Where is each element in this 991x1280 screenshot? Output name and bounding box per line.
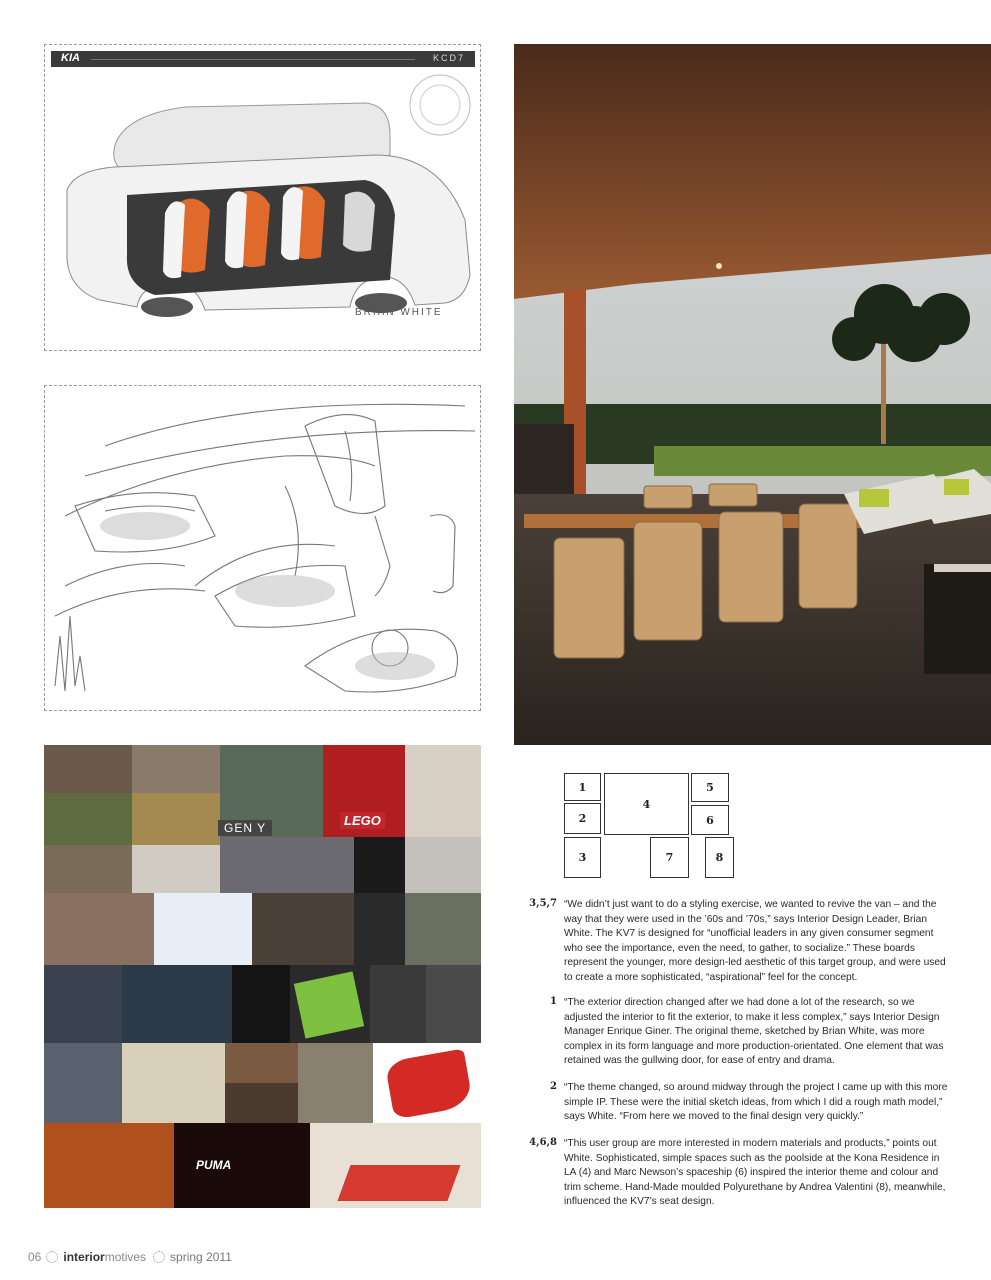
moodboard-photo	[122, 1043, 225, 1123]
key-box-5: 5	[691, 773, 729, 802]
key-box-3: 3	[564, 837, 601, 878]
caption-paragraph-1: “The exterior direction changed after we had done a lot of the research, so we adjusted the interior to fit the exterior, to make it less complex,” says Interior Design Manager Enrique Giner. The original theme, sketched by Brian White, was more complex in its form language and more production-orientated. One element that was retained was the gullwing door, for ease of entry and drama.	[564, 997, 944, 1067]
moodboard-photo	[405, 893, 481, 965]
gen-y-moodboard	[44, 745, 481, 1208]
moodboard-photo	[44, 1043, 122, 1123]
caption-ref-3-5-7: 3,5,7	[529, 898, 557, 909]
page-number: 06	[28, 1250, 42, 1264]
moodboard-photo	[44, 845, 132, 893]
moodboard-photo	[44, 793, 132, 845]
model-code: KCD7	[432, 53, 465, 63]
magazine-name-bold: interior	[63, 1250, 105, 1264]
moodboard-photo	[132, 745, 220, 793]
key-box-4: 4	[604, 773, 689, 835]
moodboard-photo	[225, 1043, 298, 1083]
gen-y-label: GEN Y	[218, 820, 272, 836]
dotted-circle-icon	[153, 1251, 165, 1263]
lego-logo: LEGO	[340, 812, 385, 829]
caption-paragraph-4-6-8: “This user group are more interested in modern materials and products,” points out White. Sophisticated, simple spaces such as the poolside at the Kona Residence in LA (4) and Marc Newson’s spaceship (6) inspired the interior theme and colour and trim scheme. Hand-Made moulded Polyurethane by Andrea Valentini (8), meanwhile, influenced the KV7’s seat design.	[564, 1138, 946, 1208]
moodboard-photo	[232, 965, 290, 1043]
moodboard-photo	[426, 965, 481, 1043]
caption-ref-4-6-8: 4,6,8	[529, 1137, 557, 1148]
moodboard-photo	[154, 893, 252, 965]
red-seat-photo	[337, 1165, 460, 1201]
page-footer	[28, 1248, 232, 1266]
moodboard-photo	[225, 1083, 298, 1123]
kia-logo: KIA	[61, 52, 80, 64]
moodboard-photo	[354, 837, 405, 893]
image-layout-key	[564, 773, 734, 878]
issue-label: spring 2011	[170, 1250, 232, 1264]
caption-ref-1: 1	[550, 996, 557, 1007]
moodboard-photo	[405, 745, 481, 837]
moodboard-photo	[44, 745, 132, 793]
moodboard-photo	[44, 1123, 174, 1208]
terrace-illustration	[514, 44, 991, 745]
car-cutaway-illustration	[45, 45, 481, 351]
key-box-7: 7	[650, 837, 689, 878]
moodboard-photo	[122, 965, 232, 1043]
key-box-2: 2	[564, 803, 601, 834]
moodboard-photo	[298, 1043, 373, 1123]
car-render-panel	[44, 44, 481, 351]
interior-sketch-panel	[44, 385, 481, 711]
key-box-6: 6	[691, 805, 729, 835]
moodboard-photo	[370, 965, 426, 1043]
moodboard-photo	[44, 965, 122, 1043]
puma-logo: PUMA	[196, 1158, 232, 1172]
moodboard-photo	[44, 893, 154, 965]
designer-signature: BRIAN WHITE	[355, 307, 443, 318]
poolside-terrace-photo	[514, 44, 991, 745]
moodboard-photo	[132, 793, 220, 845]
pencil-sketch-illustration	[45, 386, 481, 711]
moodboard-photo	[174, 1123, 310, 1208]
caption-ref-2: 2	[550, 1081, 557, 1092]
key-box-8: 8	[705, 837, 734, 878]
moodboard-photo	[354, 893, 405, 965]
key-box-1: 1	[564, 773, 601, 801]
moodboard-photo	[132, 845, 220, 893]
moodboard-photo	[220, 837, 354, 893]
magazine-name-light: motives	[104, 1250, 147, 1264]
caption-paragraph-3-5-7: “We didn’t just want to do a styling exercise, we wanted to revive the van – and the way that they were used in the ’60s and ’70s,” says Interior Design Leader, Brian White. The KV7 is designed for “unofficial leaders in any given consumer segment who see the importance, even the need, to gather, to socialize.” These boards represent the younger, more design-led aesthetic of this target group, and were used to create a more sophisticated, “aspirational” feel for the concept.	[564, 899, 946, 983]
moodboard-photo	[405, 837, 481, 893]
moodboard-photo	[252, 893, 354, 965]
caption-paragraph-2: “The theme changed, so around midway through the project I came up with this more simple IP. These were the initial sketch ideas, from which I did a rough math model,” says White. “From here we moved to the final design very quickly.”	[564, 1082, 948, 1123]
dotted-circle-icon	[46, 1251, 58, 1263]
